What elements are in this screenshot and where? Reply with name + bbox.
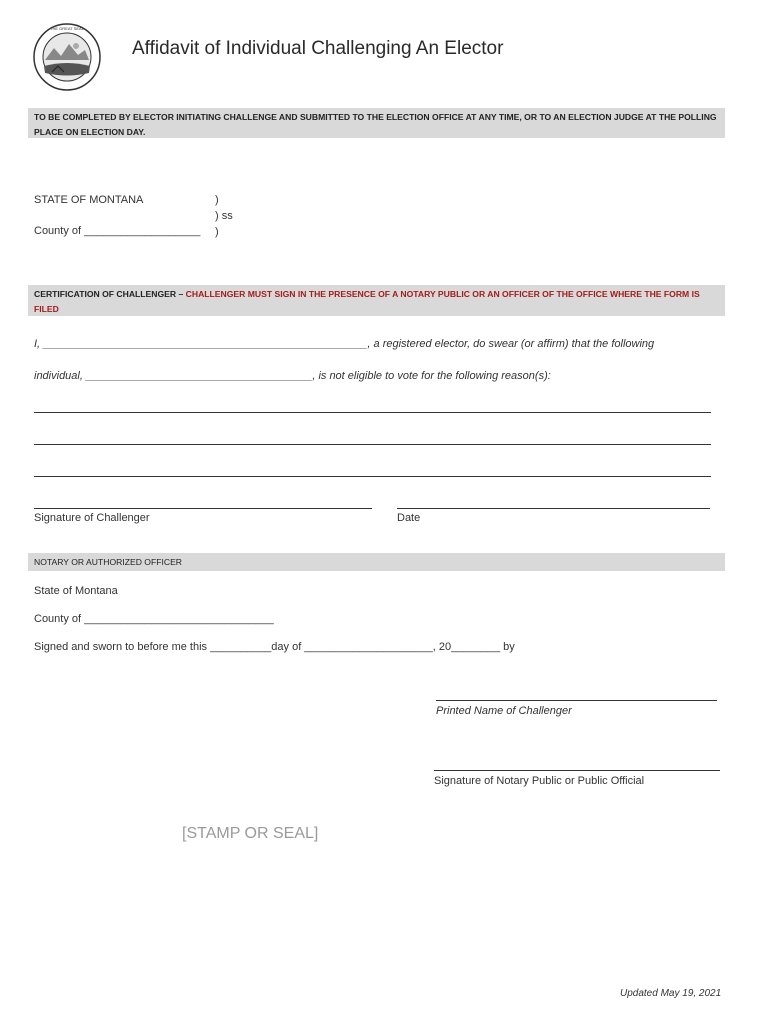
reason-line-3[interactable] bbox=[34, 476, 711, 477]
venue-paren: ) bbox=[215, 194, 219, 206]
date-label: Date bbox=[397, 512, 421, 524]
challenger-signature-line[interactable] bbox=[34, 508, 372, 509]
svg-text:THE GREAT SEAL: THE GREAT SEAL bbox=[50, 26, 84, 31]
reason-line-1[interactable] bbox=[34, 412, 711, 413]
notary-state: State of Montana bbox=[34, 585, 118, 597]
venue-paren: ) bbox=[215, 226, 219, 238]
notary-county-field[interactable]: County of _______________________________ bbox=[34, 613, 274, 625]
signature-of-challenger-label: Signature of Challenger bbox=[34, 512, 150, 524]
instructions-banner: TO BE COMPLETED BY ELECTOR INITIATING CHALLENGE AND SUBMITTED TO THE ELECTION OFFICE AT ANY TIME, OR TO AN ELECTION JUDGE AT THE POLLING PLACE ON ELECTION DAY. bbox=[28, 108, 725, 138]
individual-name-field[interactable]: individual, _____________________________________, is not eligible to vote for the following reason(s): bbox=[34, 370, 551, 382]
notary-banner: NOTARY OR AUTHORIZED OFFICER bbox=[28, 553, 725, 571]
printed-name-label: Printed Name of Challenger bbox=[436, 705, 572, 717]
printed-name-line[interactable] bbox=[436, 700, 717, 701]
reason-line-2[interactable] bbox=[34, 444, 711, 445]
date-line[interactable] bbox=[397, 508, 710, 509]
montana-state-seal-logo bbox=[32, 16, 102, 98]
notary-signature-label: Signature of Notary Public or Public Official bbox=[434, 775, 645, 787]
sworn-date-field[interactable]: Signed and sworn to before me this __________day of _____________________, 20________ by bbox=[34, 641, 515, 653]
form-title: Affidavit of Individual Challenging An Elector bbox=[132, 38, 504, 59]
notary-signature-line[interactable] bbox=[434, 770, 720, 771]
elector-statement-field[interactable]: I, _____________________________________________________, a registered elector, do swear (or affirm) that the following bbox=[34, 338, 655, 350]
certification-heading: CERTIFICATION OF CHALLENGER – bbox=[34, 289, 186, 299]
stamp-placeholder: [STAMP OR SEAL] bbox=[182, 825, 319, 842]
venue-ss: ) ss bbox=[215, 210, 233, 222]
venue-county-field[interactable]: County of ___________________ bbox=[34, 225, 201, 237]
venue-state: STATE OF MONTANA bbox=[34, 194, 144, 206]
updated-date: Updated May 19, 2021 bbox=[620, 988, 722, 999]
certification-banner bbox=[28, 285, 725, 316]
certification-warning: CHALLENGER MUST SIGN IN THE PRESENCE OF A NOTARY PUBLIC OR AN OFFICER OF THE OFFICE WHERE THE FORM IS FILED bbox=[34, 289, 700, 314]
